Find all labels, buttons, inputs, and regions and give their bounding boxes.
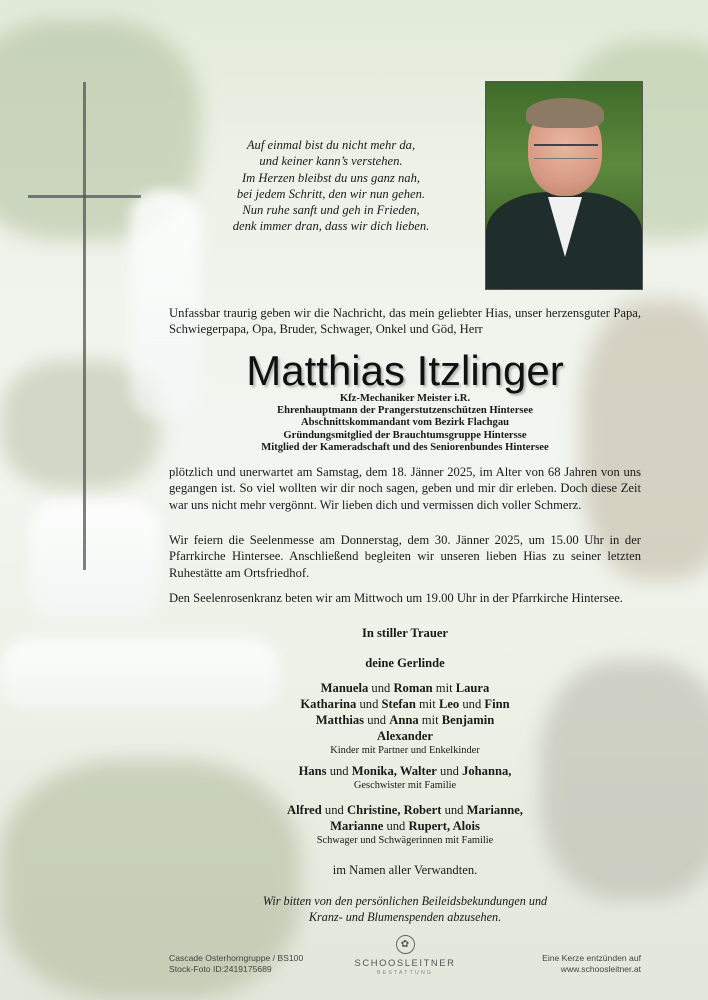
poem-line: und keiner kann’s verstehen. — [259, 154, 403, 169]
request-line: Wir bitten von den persönlichen Beileidsbekundungen und — [262, 894, 548, 908]
footer-photo-credit — [169, 953, 303, 975]
children-block — [169, 680, 641, 757]
in-stiller-trauer: In stiller Trauer — [361, 626, 449, 640]
siblings-caption: Geschwister mit Familie — [353, 780, 457, 791]
children-line: Katharina und Stefan mit Leo und Finn — [300, 697, 510, 711]
rosary-paragraph: Den Seelenrosenkranz beten wir am Mittwoch um 19.00 Uhr in der Pfarrkirche Hintersee. — [169, 591, 623, 605]
photo-credit-line: Stock-Foto ID:2419175689 — [169, 964, 272, 974]
title-line: Mitglied der Kameradschaft und des Seniorenbundes Hintersee — [261, 441, 549, 453]
brand-name: SCHOOSLEITNER — [354, 957, 456, 968]
intro-text: Unfassbar traurig geben wir die Nachricht, das mein geliebter Hias, unser herzensguter Papa, Schwiegerpapa, Opa, Bruder, Schwager, Onkel und Göd, Herr — [169, 306, 641, 336]
title-line: Kfz-Mechaniker Meister i.R. — [339, 393, 471, 404]
in-laws-line: Alfred und Christine, Robert und Marianne, — [287, 803, 523, 817]
candle-text: Eine Kerze entzünden auf — [542, 953, 641, 963]
spouse-line: deine Gerlinde — [365, 656, 445, 670]
website-link[interactable]: www.schoosleitner.at — [560, 964, 641, 974]
poem-line: Im Herzen bleibst du uns ganz nah, — [241, 170, 421, 185]
poem-line: denk immer dran, dass wir dich lieben. — [232, 219, 430, 234]
children-caption: Kinder mit Partner und Enkelkinder — [330, 745, 480, 756]
request-line: Kranz- und Blumenspenden abzusehen. — [308, 910, 502, 924]
siblings-block — [169, 763, 641, 792]
children-line: Manuela und Roman mit Laura — [320, 681, 490, 695]
children-line: Matthias und Anna mit Benjamin — [315, 713, 495, 727]
siblings-line: Hans und Monika, Walter und Johanna, — [298, 764, 512, 778]
poem-line: bei jedem Schritt, den wir nun gehen. — [236, 186, 426, 201]
on-behalf-line: im Namen aller Verwandten. — [332, 863, 478, 877]
in-laws-caption: Schwager und Schwägerinnen mit Familie — [316, 835, 494, 846]
death-paragraph: plötzlich und unerwartet am Samstag, dem 18. Jänner 2025, im Alter von 68 Jahren von uns gegangen ist. So viel wollten wir dir noch sagen, geben und mir dir erleben. Doch diese Zeit war uns nicht mehr vergönnt. Wir lieben dich und vermissen dich voller Schmerz. — [169, 465, 641, 512]
deceased-name: Matthias Itzlinger — [246, 347, 564, 394]
condolence-request — [169, 893, 641, 925]
in-laws-line: Marianne und Rupert, Alois — [330, 819, 480, 833]
funeral-mass-paragraph: Wir feiern die Seelenmesse am Donnerstag, dem 30. Jänner 2025, um 15.00 Uhr in der Pfarrkirche Hintersee. Anschließend begleiten wir unseren lieben Hias zu seiner letzten Ruhestätte am Ortsfriedhof. — [169, 533, 641, 580]
title-line: Gründungsmitglied der Brauchtumsgruppe Hintersse — [283, 429, 527, 441]
portrait-photo — [485, 81, 643, 290]
poem-line: Auf einmal bist du nicht mehr da, — [246, 138, 416, 152]
title-line: Abschnittskommandant vom Bezirk Flachgau — [300, 417, 510, 429]
deceased-titles — [169, 393, 641, 454]
poem-line: Nun ruhe sanft und geh in Frieden, — [242, 203, 420, 218]
title-line: Ehrenhauptmann der Prangerstutzenschützen Hintersee — [277, 405, 533, 417]
photo-credit-line: Cascade Osterhorngruppe / BS100 — [169, 953, 304, 963]
in-laws-block — [169, 802, 641, 847]
footer-candle-link[interactable] — [480, 953, 641, 975]
schoosleitner-logo-icon: ✿ — [396, 935, 415, 954]
funeral-home-logo — [340, 935, 470, 979]
children-line: Alexander — [377, 729, 433, 743]
brand-tag: BESTATTUNG — [376, 970, 434, 976]
poem — [200, 137, 462, 235]
